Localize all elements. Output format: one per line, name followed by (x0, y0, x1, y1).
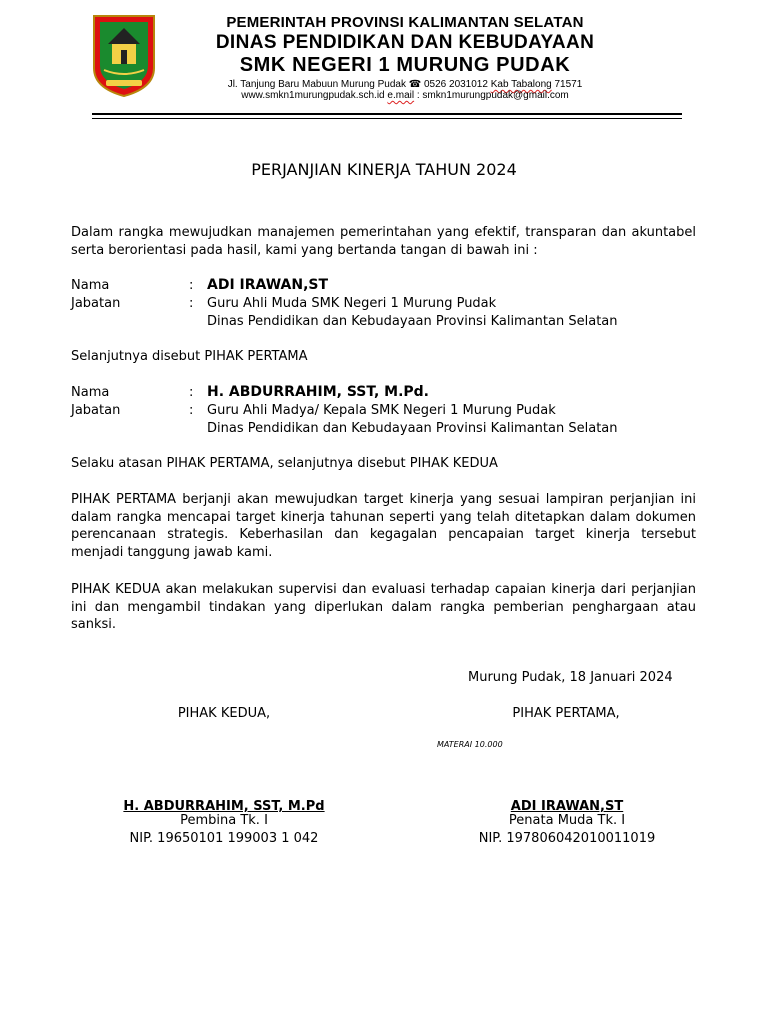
left-signatory-role: PIHAK KEDUA, (177, 706, 271, 721)
right-signatory-name: ADI IRAWAN,ST (510, 799, 624, 814)
school-name: SMK NEGERI 1 MURUNG PUDAK (239, 54, 571, 76)
left-signatory-name: H. ABDURRAHIM, SST, M.Pd (123, 799, 325, 814)
stamp-duty-note: MATERAI 10.000 (437, 740, 503, 749)
party1-position-colon: : (189, 296, 194, 311)
right-signatory-nip: NIP. 197806042010011019 (478, 831, 656, 846)
party2-designation: Selaku atasan PIHAK PERTAMA, selanjutnya disebut PIHAK KEDUA (71, 456, 498, 471)
right-signatory-role: PIHAK PERTAMA, (512, 706, 620, 721)
document-title: PERJANJIAN KINERJA TAHUN 2024 (251, 160, 517, 179)
right-signatory-name-wrap (447, 795, 687, 814)
letterhead-rule-thick (92, 113, 682, 115)
school-contact: www.smkn1murungpudak.sch.id e.mail : smkn1murungpudak@gmail.com (241, 90, 569, 101)
party1-position-line2: Dinas Pendidikan dan Kebudayaan Provinsi Kalimantan Selatan (207, 314, 618, 329)
agency-name: DINAS PENDIDIKAN DAN KEBUDAYAAN (215, 32, 595, 53)
left-signatory-name-wrap (104, 795, 344, 814)
supervision-paragraph: PIHAK KEDUA akan melakukan supervisi dan evaluasi terhadap capaian kinerja dari perjanjian ini dan mengambil tindakan yang diperlukan dalam rangka pemberian penghargaan atau sanksi. (71, 582, 696, 632)
party2-position-line1: Guru Ahli Madya/ Kepala SMK Negeri 1 Murung Pudak (207, 403, 556, 418)
party2-position-colon: : (189, 403, 194, 418)
government-name: PEMERINTAH PROVINSI KALIMANTAN SELATAN (226, 14, 584, 31)
left-signatory-nip: NIP. 19650101 199003 1 042 (129, 831, 319, 846)
party2-position-line2: Dinas Pendidikan dan Kebudayaan Provinsi Kalimantan Selatan (207, 421, 618, 436)
party1-designation: Selanjutnya disebut PIHAK PERTAMA (71, 349, 308, 364)
party1-name-colon: : (189, 278, 194, 293)
party1-name: ADI IRAWAN,ST (207, 277, 329, 293)
party2-position-label: Jabatan (71, 403, 121, 418)
place-date: Murung Pudak, 18 Januari 2024 (468, 670, 673, 685)
intro-paragraph: Dalam rangka mewujudkan manajemen pemerintahan yang efektif, transparan dan akuntabel serta berorientasi pada hasil, kami yang bertanda tangan di bawah ini : (71, 225, 696, 258)
right-signatory-rank: Penata Muda Tk. I (508, 813, 626, 828)
provincial-crest-icon (92, 14, 156, 98)
left-signatory-rank: Pembina Tk. I (180, 813, 268, 828)
party2-name: H. ABDURRAHIM, SST, M.Pd. (207, 384, 429, 400)
party1-name-label: Nama (71, 278, 110, 293)
party1-position-label: Jabatan (71, 296, 121, 311)
party2-name-colon: : (189, 385, 194, 400)
school-address: Jl. Tanjung Baru Mabuun Murung Pudak ☎ 0526 2031012 Kab Tabalong 71571 (227, 79, 583, 90)
letterhead-rule-thin (92, 118, 682, 119)
party1-position-line1: Guru Ahli Muda SMK Negeri 1 Murung Pudak (207, 296, 497, 311)
commitment-paragraph: PIHAK PERTAMA berjanji akan mewujudkan target kinerja yang sesuai lampiran perjanjian ini dalam rangka mencapai target kinerja tahunan seperti yang telah ditetapkan dalam dokumen perencanaan strategis. Keberhasilan dan kegagalan pencapaian target kinerja tersebut menjadi tanggung jawab kami. (71, 492, 696, 560)
party2-name-label: Nama (71, 385, 110, 400)
